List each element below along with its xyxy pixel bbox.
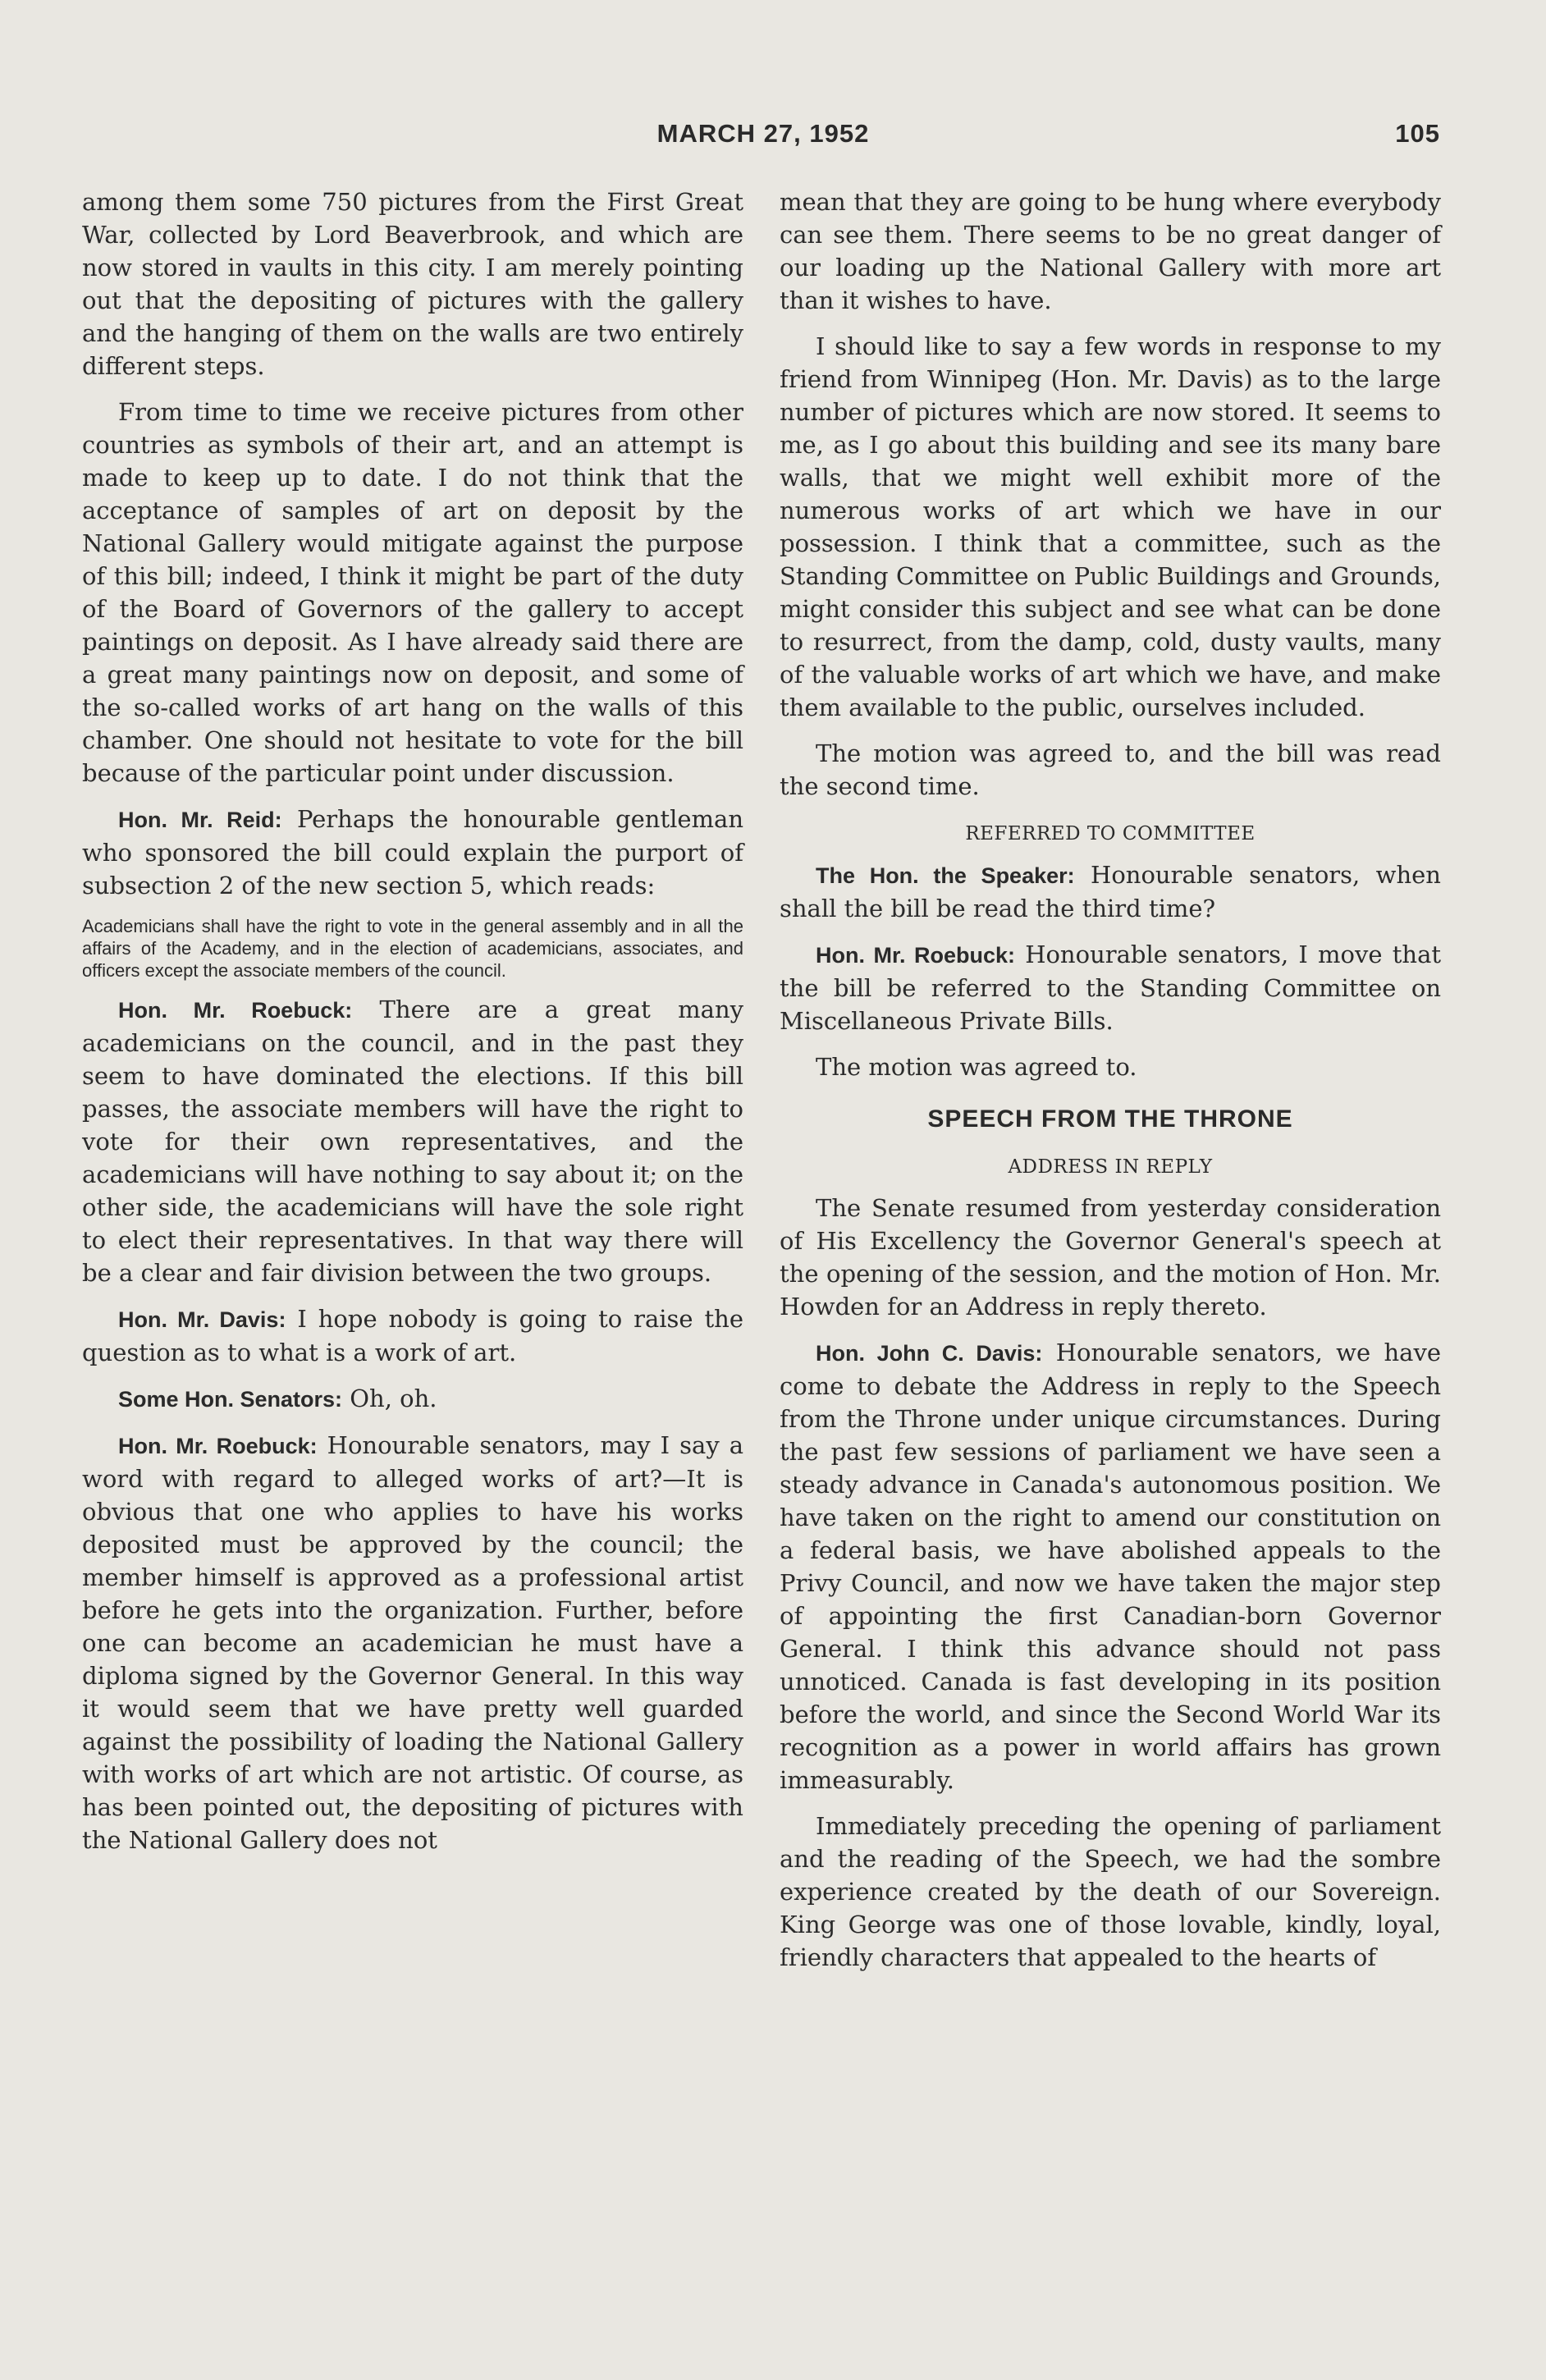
speech-paragraph (82, 1302, 743, 1369)
speech-text: Honourable senators, when shall the bill be read the third time? (780, 861, 1441, 922)
speech-paragraph (82, 1382, 743, 1416)
speech-text: Perhaps the honourable gentleman who sponsored the bill could explain the purport of subsection 2 of the new section 5, which reads: (82, 805, 744, 899)
speech-paragraph (82, 1429, 743, 1856)
page-number: 105 (1395, 119, 1440, 148)
paragraph: From time to time we receive pictures from other countries as symbols of their art, and an attempt is made to keep up to date. I do not think that the acceptance of samples of art on deposit by the National Gallery would mitigate against the purpose of this bill; indeed, I think it might be part of the duty of the Board of Governors of the gallery to accept paintings on deposit. As I have already said there are a great many paintings now on deposit, and some of the so-called works of art hang on the walls of this chamber. One should not hesitate to vote for the bill because of the particular point under discussion. (82, 398, 743, 787)
left-column (82, 185, 743, 1870)
speech-text: I hope nobody is going to raise the question as to what is a work of art. (82, 1305, 744, 1366)
speaker-name: Hon. Mr. Davis: (118, 1307, 286, 1332)
paragraph: The Senate resumed from yesterday consideration of His Excellency the Governor General's speech at the opening of the session, and the motion of Hon. Mr. Howden for an Address in reply thereto. (780, 1194, 1441, 1320)
speech-paragraph (780, 858, 1441, 925)
section-subheading: ADDRESS IN REPLY (1008, 1156, 1213, 1178)
right-column (780, 185, 1441, 1987)
speaker-name: Hon. Mr. Roebuck: (816, 943, 1015, 968)
paragraph: mean that they are going to be hung where everybody can see them. There seems to be no great danger of our loading up the National Gallery with more art than it wishes to have. (780, 188, 1441, 314)
speech-text: There are a great many academicians on the council, and in the past they seem to have dominated the elections. If this bill passes, the associate members will have the right to vote for their own representatives, and the academicians will have nothing to say about it; on the other side, the academicians will have the sole right to elect their representatives. In that way there will be a clear and fair division between the two groups. (82, 995, 744, 1287)
speech-paragraph (780, 1336, 1441, 1796)
speaker-name: Hon. Mr. Roebuck: (118, 1434, 318, 1458)
section-subheading: REFERRED TO COMMITTEE (965, 823, 1256, 844)
speaker-name: Hon. Mr. Roebuck: (118, 998, 353, 1023)
paragraph: I should like to say a few words in response to my friend from Winnipeg (Hon. Mr. Davis) as to the large number of pictures which are now stored. It seems to me, as I go about this building and see its many bare walls, that we might well exhibit more of the numerous works of art which we have in our possession. I think that a committee, such as the Standing Committee on Public Buildings and Grounds, might consider this subject and see what can be done to resurrect, from the damp, cold, dusty vaults, many of the valuable works of art which we have, and make them available to the public, ourselves included. (780, 332, 1441, 721)
speech-text: Honourable senators, may I say a word with regard to alleged works of art?—It is obvious that one who applies to have his works deposited must be approved by the council; the member himself is approved as a professional artist before he gets into the organization. Further, before one can become an academician he must have a diploma signed by the Governor General. In this way it would seem that we have pretty well guarded against the possibility of loading the National Gallery with works of art which are not artistic. Of course, as has been pointed out, the depositing of pictures with the National Gallery does not (82, 1431, 744, 1854)
speaker-name: The Hon. the Speaker: (816, 863, 1075, 888)
quoted-section: Academicians shall have the right to vote in the general assembly and in all the affairs of the Academy, and in the election of academicians, associates, and officers except the associate members of the council. (82, 916, 743, 981)
speech-paragraph (82, 803, 743, 902)
speech-paragraph (82, 993, 743, 1289)
section-heading: SPEECH FROM THE THRONE (927, 1105, 1293, 1133)
paragraph: Immediately preceding the opening of parliament and the reading of the Speech, we had the sombre experience created by the death of our Sovereign. King George was one of those lovable, kindly, loyal, friendly characters that appealed to the hearts of (780, 1812, 1441, 1971)
speaker-name: Hon. Mr. Reid: (118, 808, 282, 832)
speech-paragraph (780, 938, 1441, 1037)
paragraph: among them some 750 pictures from the First Great War, collected by Lord Beaverbrook, and which are now stored in vaults in this city. I am merely pointing out that the depositing of pictures with the gallery and the hanging of them on the walls are two entirely different steps. (82, 188, 743, 380)
paragraph: The motion was agreed to, and the bill was read the second time. (780, 739, 1441, 800)
speaker-name: Hon. John C. Davis: (816, 1341, 1043, 1366)
speech-text: Honourable senators, I move that the bill be referred to the Standing Committee on Miscellaneous Private Bills. (780, 941, 1442, 1035)
paragraph: The motion was agreed to. (816, 1053, 1137, 1081)
speech-text: Honourable senators, we have come to debate the Address in reply to the Speech from the Throne under unique circumstances. During the past few sessions of parliament we have seen a steady advance in Canada's autonomous position. We have taken on the right to amend our constitution on a federal basis, we have abolished appeals to the Privy Council, and now we have taken the major step of appointing the first Canadian-born Governor General. I think this advance should not pass unnoticed. Canada is fast developing in its position before the world, and since the Second World War its recognition as a power in world affairs has grown immeasurably. (780, 1339, 1441, 1794)
header-date: MARCH 27, 1952 (656, 119, 870, 148)
speaker-name: Some Hon. Senators: (118, 1387, 343, 1412)
speech-text: Oh, oh. (350, 1385, 437, 1412)
page-header (86, 119, 1440, 157)
